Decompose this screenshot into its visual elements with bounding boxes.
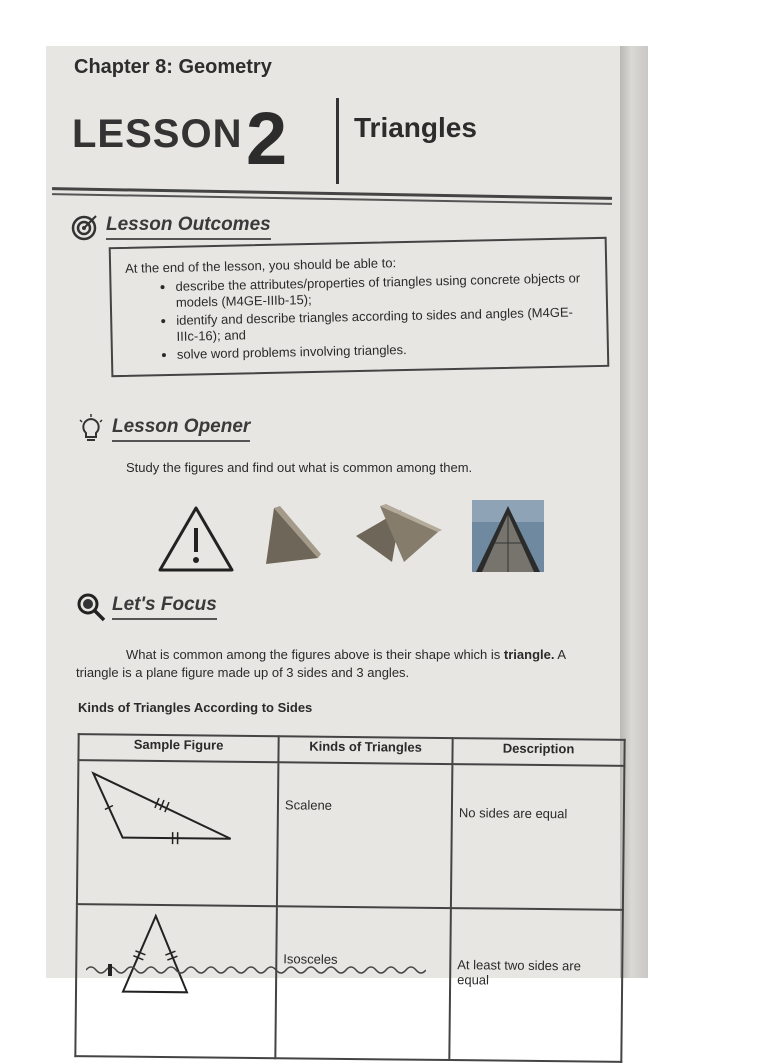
magnifier-icon <box>76 592 106 622</box>
focus-keyword: triangle. <box>504 647 555 662</box>
outcome-item: • identify and describe triangles according to sides and angles (M4GE-IIIc-16); and <box>176 304 593 345</box>
outcome-item: • solve word problems involving triangles. <box>177 338 593 363</box>
column-header: Sample Figure <box>78 734 278 762</box>
focus-text: What is common among the figures above is their shape which is <box>76 647 504 662</box>
opener-figures <box>156 496 546 576</box>
opener-heading-text: Lesson Opener <box>112 416 250 442</box>
kind-cell: Scalene <box>277 762 452 908</box>
outcomes-box <box>109 237 610 377</box>
lesson-word: LESSON <box>72 112 242 157</box>
lesson-number: 2 <box>246 96 287 181</box>
sample-figure-cell <box>75 904 277 1058</box>
column-header: Description <box>452 738 624 766</box>
outcomes-list <box>125 270 593 364</box>
outcomes-heading-text: Lesson Outcomes <box>106 214 271 240</box>
sample-figure-cell <box>77 760 278 906</box>
textbook-page <box>46 46 620 978</box>
pyramid-photo-figure <box>472 500 544 572</box>
opener-heading <box>76 414 250 444</box>
title-divider <box>336 98 339 184</box>
opener-text: Study the figures and find out what is common among them. <box>126 460 472 475</box>
lesson-title: Triangles <box>354 112 477 144</box>
table-row <box>77 760 624 910</box>
scalene-triangle-figure <box>85 767 236 849</box>
column-header: Kinds of Triangles <box>278 736 452 764</box>
focus-heading <box>76 592 217 622</box>
focus-heading-text: Let's Focus <box>112 594 217 620</box>
focus-paragraph <box>76 646 606 682</box>
outcome-item: • describe the attributes/properties of triangles using concrete objects or models (M4GE-IIIb-15); <box>175 270 592 311</box>
chapter-title: Chapter 8: Geometry <box>74 56 272 79</box>
lightbulb-icon <box>76 414 106 444</box>
decorative-wave-border <box>86 960 426 976</box>
sandwich-figure <box>266 506 321 564</box>
table-row <box>75 904 623 1062</box>
kind-cell: Isosceles <box>275 906 451 1060</box>
description-cell: At least two sides are equal <box>449 908 623 1062</box>
isosceles-triangle-figure <box>83 911 234 997</box>
triangle-kinds-table <box>74 733 625 1063</box>
focus-text-rest: A triangle is a plane figure made up of 3 sides and 3 angles. <box>76 647 565 680</box>
kinds-title: Kinds of Triangles According to Sides <box>78 700 312 715</box>
sandwiches-pair-figure <box>356 504 442 562</box>
outcomes-heading <box>70 212 271 242</box>
outcomes-intro: At the end of the lesson, you should be able to: <box>125 251 591 276</box>
description-cell: No sides are equal <box>451 764 624 910</box>
target-icon <box>70 212 100 242</box>
warning-sign-figure <box>160 508 232 570</box>
